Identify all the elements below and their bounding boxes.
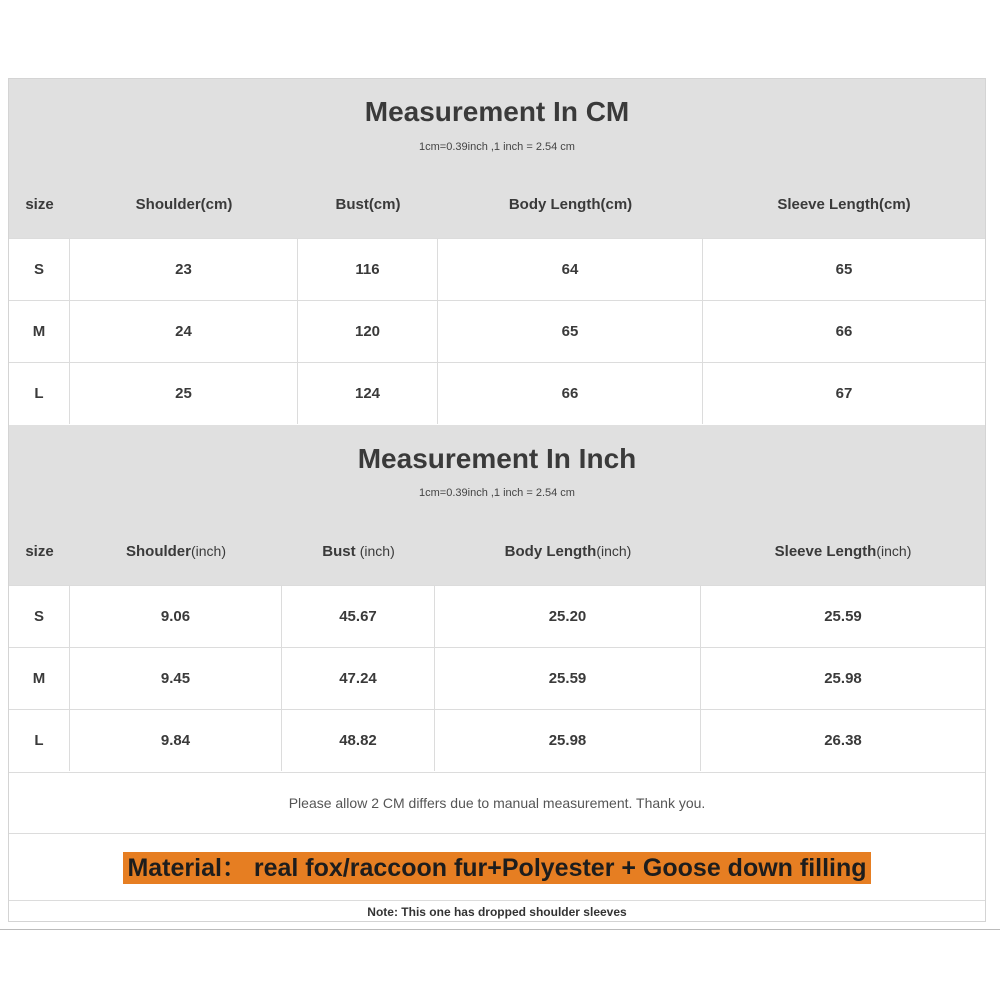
measurement-note: Please allow 2 CM differs due to manual measurement. Thank you. [288, 795, 706, 811]
sleeve-length-cell: 66 [835, 323, 853, 340]
dropped-note-row [9, 900, 985, 921]
cm-section-header [9, 79, 985, 238]
cm-header-body-length: Body Length(cm) [508, 196, 633, 213]
body-length-cell: 66 [438, 363, 703, 424]
sleeve-length-cell: 25.59 [824, 608, 862, 625]
cm-header-size: size [25, 196, 54, 213]
inch-title: Measurement In Inch [357, 443, 637, 474]
shoulder-cell: 9.84 [70, 710, 282, 771]
inch-header-size: size [25, 543, 54, 560]
cm-header-bust: Bust(cm) [335, 196, 401, 213]
bust-cell: 120 [298, 301, 438, 362]
shoulder-cell: 24 [70, 301, 298, 362]
dropped-shoulder-note: Note: This one has dropped shoulder sleeves [367, 905, 627, 919]
table-row [9, 709, 985, 771]
inch-header-body-length: Body Length(inch) [504, 543, 632, 560]
sleeve-length-cell: 25.98 [824, 670, 862, 687]
measurement-note-row [9, 772, 985, 833]
table-row [9, 300, 985, 362]
bust-cell: 47.24 [282, 648, 435, 709]
size-cell: S [9, 586, 70, 647]
size-cell: S [9, 239, 70, 300]
body-length-cell: 64 [438, 239, 703, 300]
cm-header-sleeve-length: Sleeve Length(cm) [777, 196, 911, 213]
inch-header-shoulder: Shoulder(inch) [125, 543, 227, 560]
bust-cell: 116 [298, 239, 438, 300]
table-row [9, 362, 985, 424]
inch-section-header [9, 425, 985, 585]
inch-header-sleeve-length: Sleeve Length(inch) [774, 543, 912, 560]
cm-header-shoulder: Shoulder(cm) [135, 196, 233, 213]
sleeve-length-cell: 65 [835, 261, 853, 278]
size-chart [8, 78, 986, 922]
table-row [9, 238, 985, 300]
bust-cell: 48.82 [282, 710, 435, 771]
inch-subtitle: 1cm=0.39inch ,1 inch = 2.54 cm [419, 487, 575, 499]
body-length-cell: 25.98 [435, 710, 701, 771]
page-divider [0, 929, 1000, 930]
inch-header-bust: Bust (inch) [322, 543, 395, 560]
shoulder-cell: 23 [70, 239, 298, 300]
body-length-cell: 25.20 [435, 586, 701, 647]
size-cell: L [9, 710, 70, 771]
size-cell: L [9, 363, 70, 424]
body-length-cell: 65 [438, 301, 703, 362]
shoulder-cell: 9.45 [70, 648, 282, 709]
bust-cell: 45.67 [282, 586, 435, 647]
table-row [9, 585, 985, 647]
sleeve-length-cell: 67 [835, 385, 853, 402]
shoulder-cell: 25 [70, 363, 298, 424]
material-note: Material： real fox/raccoon fur+Polyester + Goose down filling [123, 852, 870, 884]
cm-subtitle: 1cm=0.39inch ,1 inch = 2.54 cm [419, 141, 575, 153]
size-cell: M [9, 648, 70, 709]
shoulder-cell: 9.06 [70, 586, 282, 647]
table-row [9, 647, 985, 709]
size-cell: M [9, 301, 70, 362]
cm-title: Measurement In CM [364, 96, 630, 127]
material-row [9, 833, 985, 900]
sleeve-length-cell: 26.38 [824, 732, 862, 749]
bust-cell: 124 [298, 363, 438, 424]
body-length-cell: 25.59 [435, 648, 701, 709]
